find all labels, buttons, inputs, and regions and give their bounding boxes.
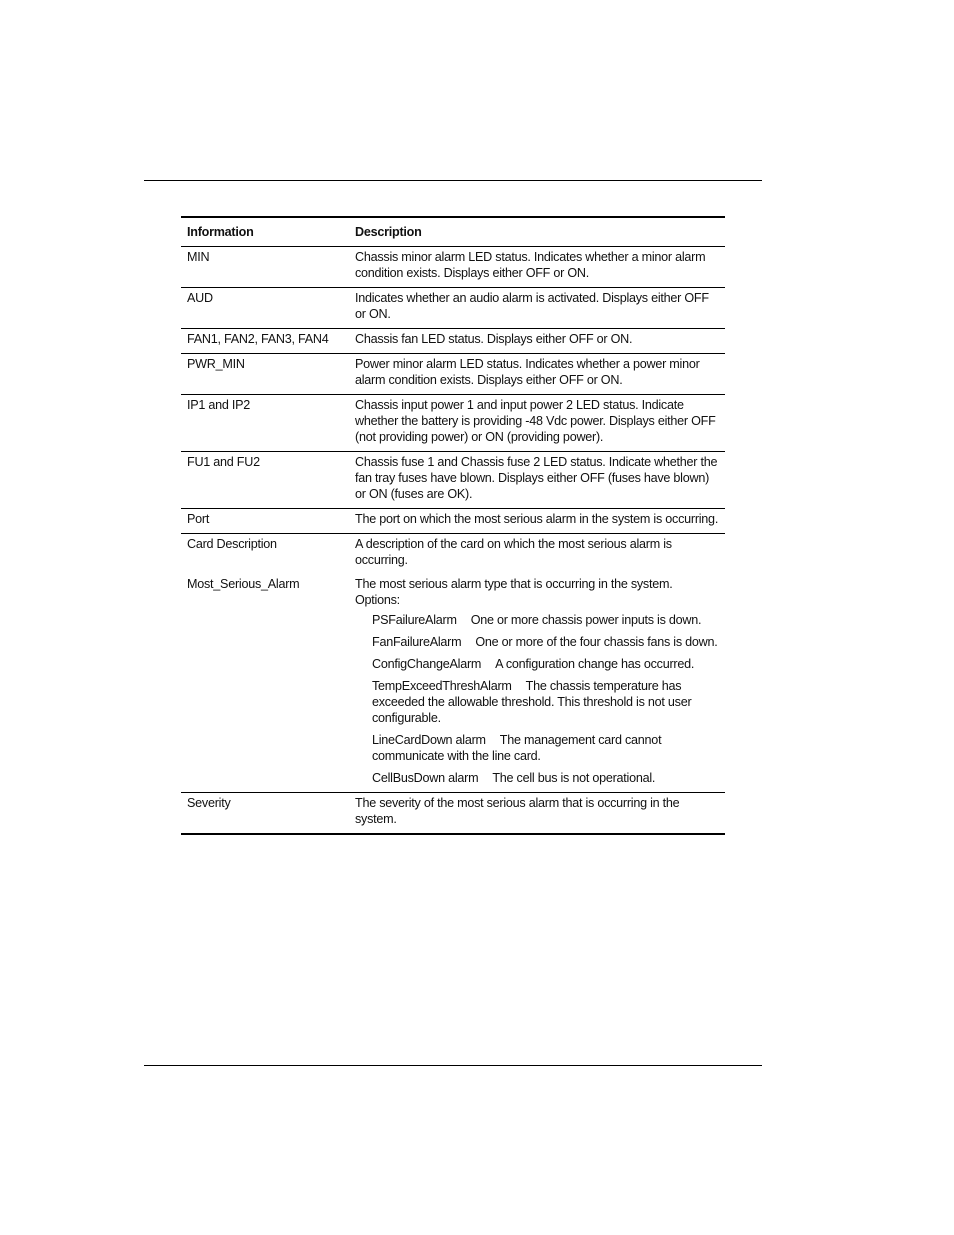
- table-row: [181, 534, 725, 575]
- row-description: Indicates whether an audio alarm is activated. Displays either OFF or ON.: [355, 291, 709, 321]
- table-row: [181, 574, 725, 793]
- alarm-option-name: ConfigChangeAlarm: [372, 657, 482, 671]
- alarm-option: [372, 678, 719, 726]
- row-info: Most_Serious_Alarm: [187, 577, 300, 591]
- alarm-option-text: The chassis temperature has exceeded the allowable threshold. This threshold is not user configurable.: [372, 679, 692, 725]
- alarm-option-text: The management card cannot communicate with the line card.: [372, 733, 662, 763]
- alarm-options-list: [372, 612, 719, 786]
- row-info: Card Description: [187, 537, 277, 551]
- alarm-option-name: CellBusDown alarm: [372, 771, 479, 785]
- row-info: FAN1, FAN2, FAN3, FAN4: [187, 332, 329, 346]
- row-info: Severity: [187, 796, 231, 810]
- alarm-option: [372, 612, 719, 628]
- table-row: [181, 793, 725, 835]
- alarm-option-text: One or more chassis power inputs is down.: [470, 613, 702, 627]
- row-info: FU1 and FU2: [187, 455, 260, 469]
- table-header-row: [181, 217, 725, 247]
- row-description: Chassis fan LED status. Displays either OFF or ON.: [355, 332, 633, 346]
- row-info: Port: [187, 512, 210, 526]
- alarm-option: [372, 770, 719, 786]
- alarm-info-table: [181, 216, 725, 835]
- row-description: The port on which the most serious alarm in the system is occurring.: [355, 512, 719, 526]
- alarm-option-name: TempExceedThreshAlarm: [372, 679, 512, 693]
- alarm-option-name: LineCardDown alarm: [372, 733, 486, 747]
- row-description: Chassis fuse 1 and Chassis fuse 2 LED status. Indicate whether the fan tray fuses have blown. Displays either OFF (fuses have blown) or ON (fuses are OK).: [355, 455, 718, 501]
- header-description: Description: [355, 225, 422, 239]
- row-description: The severity of the most serious alarm that is occurring in the system.: [355, 796, 680, 826]
- row-description: Power minor alarm LED status. Indicates whether a power minor alarm condition exists. Displays either OFF or ON.: [355, 357, 700, 387]
- row-description-with-options: [349, 574, 725, 793]
- row-info: AUD: [187, 291, 213, 305]
- row-description: Chassis input power 1 and input power 2 LED status. Indicate whether the battery is providing -48 Vdc power. Displays either OFF (not providing power) or ON (providing power).: [355, 398, 716, 444]
- table-row: [181, 288, 725, 329]
- alarm-option-text: The cell bus is not operational.: [492, 771, 656, 785]
- table-row: [181, 509, 725, 534]
- header-rule: [144, 180, 762, 181]
- alarm-option: [372, 732, 719, 764]
- table-row: [181, 395, 725, 452]
- alarm-option: [372, 634, 719, 650]
- alarm-option-name: FanFailureAlarm: [372, 635, 462, 649]
- row-description: A description of the card on which the most serious alarm is occurring.: [355, 537, 672, 567]
- row-info: PWR_MIN: [187, 357, 245, 371]
- alarm-option-text: A configuration change has occurred.: [495, 657, 695, 671]
- row-description: Chassis minor alarm LED status. Indicates whether a minor alarm condition exists. Displays either OFF or ON.: [355, 250, 706, 280]
- row-info: IP1 and IP2: [187, 398, 251, 412]
- table-row: [181, 452, 725, 509]
- row-info: MIN: [187, 250, 210, 264]
- alarm-option-name: PSFailureAlarm: [372, 613, 457, 627]
- alarm-option: [372, 656, 719, 672]
- footer-rule: [144, 1065, 762, 1066]
- alarm-option-text: One or more of the four chassis fans is down.: [475, 635, 718, 649]
- table-row: [181, 247, 725, 288]
- table-row: [181, 329, 725, 354]
- table-row: [181, 354, 725, 395]
- row-description: The most serious alarm type that is occurring in the system. Options:: [355, 577, 673, 607]
- header-information: Information: [187, 225, 254, 239]
